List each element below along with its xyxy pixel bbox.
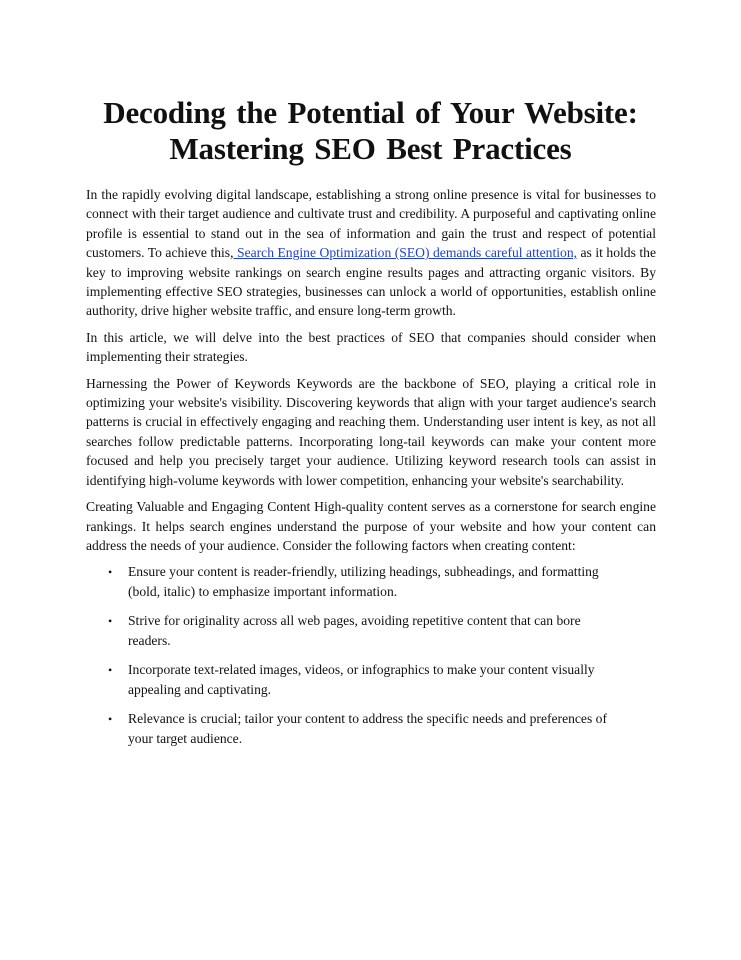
list-item-line: your target audience. xyxy=(128,731,243,747)
document-title xyxy=(60,95,681,167)
list-item-line: Incorporate text-related images, videos, or infographics to make your content visually xyxy=(128,662,595,678)
list-item xyxy=(86,660,641,700)
list-item-text xyxy=(128,709,607,749)
list-item-line: Relevance is crucial; tailor your content to address the specific needs and preferences of xyxy=(128,711,607,727)
list-item-line: readers. xyxy=(128,633,171,649)
list-item-text xyxy=(128,562,599,602)
bullet-icon: • xyxy=(108,614,113,629)
intro-paragraph xyxy=(86,185,656,321)
intro-text-before-link: In the rapidly evolving digital landscape, establishing a strong online presence is vital for businesses to connect with their target audience and cultivate trust and credibility. A purposeful and captivating online profile is essential to stand out in the sea of information and gain the trust and respect of potential customers. To achieve this, xyxy=(86,187,656,261)
seo-link[interactable]: Search Engine Optimization (SEO) demands careful attention, xyxy=(233,245,578,261)
content-factors-list xyxy=(86,562,656,749)
bullet-icon: • xyxy=(108,712,113,727)
title-line-1: Decoding the Potential of Your Website: xyxy=(103,95,638,130)
list-item xyxy=(86,709,641,749)
list-item xyxy=(86,562,641,602)
list-item-line: Ensure your content is reader-friendly, utilizing headings, subheadings, and formatting xyxy=(128,564,599,580)
list-item-text xyxy=(128,611,581,651)
title-line-2: Mastering SEO Best Practices xyxy=(169,131,572,166)
list-item-line: appealing and captivating. xyxy=(128,682,272,698)
article-intro-paragraph: In this article, we will delve into the best practices of SEO that companies should consider when implementing their strategies. xyxy=(86,329,656,365)
intro-text-after-link: as it holds the key to improving website rankings on search engine results pages and attracting organic visitors. By implementing effective SEO strategies, businesses can unlock a world of opportunities, establish online authority, drive higher website traffic, and ensure long-term growth. xyxy=(86,245,656,319)
keywords-paragraph: Harnessing the Power of Keywords Keywords are the backbone of SEO, playing a critical role in optimizing your website's visibility. Discovering keywords that align with your target audience's search patterns is crucial in effectively engaging and reaching them. Understanding user intent is key, as not all searches follow predictable patterns. Incorporating long-tail keywords can make your content more focused and help you precisely target your audience. Utilizing keyword research tools can assist in identifying high-volume keywords with lower competition, enhancing your website's searchability. xyxy=(86,375,656,488)
list-item-line: (bold, italic) to emphasize important information. xyxy=(128,584,398,600)
list-item-line: Strive for originality across all web pages, avoiding repetitive content that can bore xyxy=(128,613,581,629)
document-body xyxy=(86,185,656,758)
bullet-icon: • xyxy=(108,663,113,678)
list-item xyxy=(86,611,641,651)
list-item-text xyxy=(128,660,595,700)
bullet-icon: • xyxy=(108,565,113,580)
content-paragraph: Creating Valuable and Engaging Content High-quality content serves as a cornerstone for search engine rankings. It helps search engines understand the purpose of your website and how your content can address the needs of your audience. Consider the following factors when creating content: xyxy=(86,499,656,553)
